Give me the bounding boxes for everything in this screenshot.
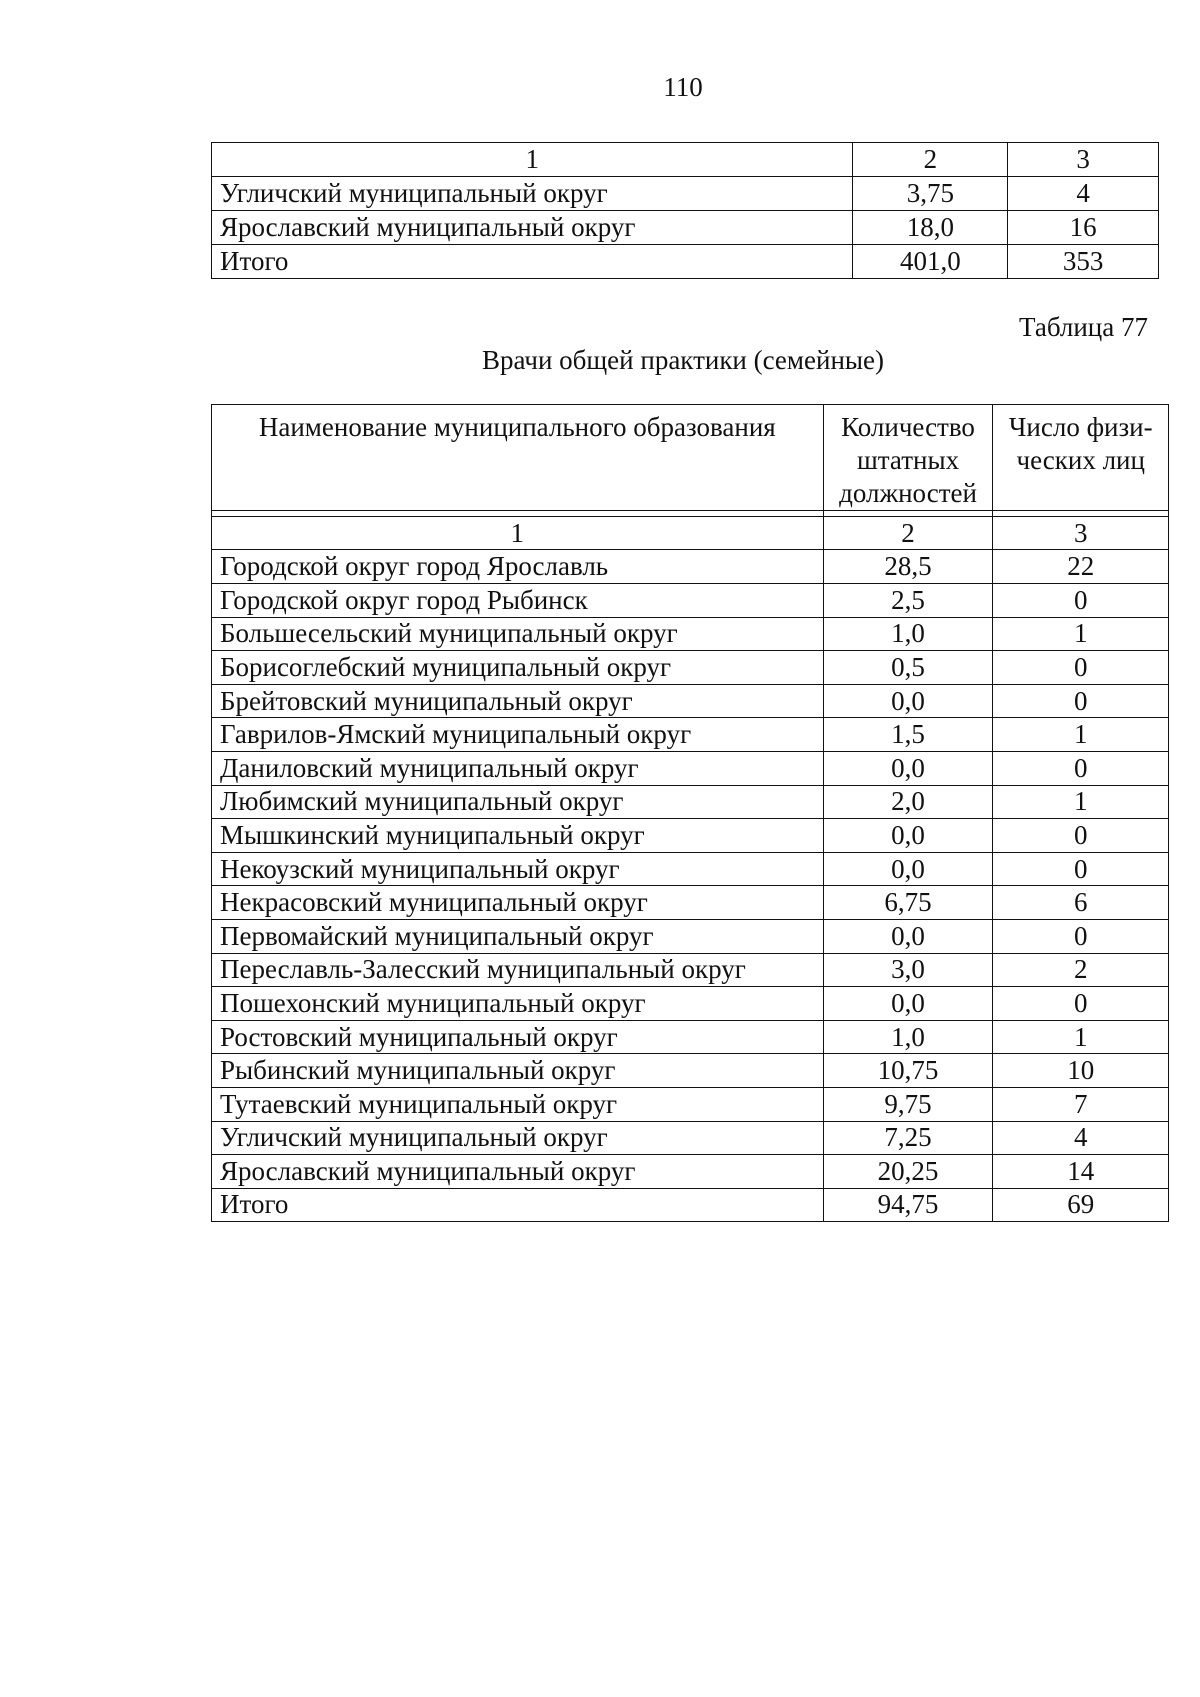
municipality-cell: Пошехонский муниципальный округ <box>212 987 824 1021</box>
column-header-municipality: Наименование муниципального образования <box>212 405 824 511</box>
table-row <box>212 245 1159 279</box>
table-title: Врачи общей практики (семейные) <box>481 345 885 375</box>
municipality-cell: Ростовский муниципальный округ <box>212 1020 824 1054</box>
table-row <box>212 211 1159 245</box>
table-row <box>212 177 1159 211</box>
table-header-row <box>212 405 1169 511</box>
table-row <box>212 1054 1169 1088</box>
municipality-cell: Рыбинский муниципальный округ <box>212 1054 824 1088</box>
staff-positions-cell: 1,5 <box>823 718 993 752</box>
individuals-cell: 0 <box>993 919 1169 953</box>
municipality-cell: Некрасовский муниципальный округ <box>212 886 824 920</box>
individuals-cell: 14 <box>993 1155 1169 1189</box>
municipality-cell: Городской округ город Ярославль <box>212 550 824 584</box>
municipality-cell: Гаврилов-Ямский муниципальный округ <box>212 718 824 752</box>
individuals-cell: 22 <box>993 550 1169 584</box>
table-row <box>212 785 1169 819</box>
staff-positions-cell: 0,0 <box>823 852 993 886</box>
column-number-cell: 3 <box>993 516 1169 550</box>
staff-positions-cell: 0,0 <box>823 684 993 718</box>
individuals-cell: 1 <box>993 785 1169 819</box>
staff-positions-cell: 3,75 <box>853 177 1008 211</box>
individuals-cell: 353 <box>1008 245 1159 279</box>
individuals-cell: 4 <box>1008 177 1159 211</box>
individuals-cell: 2 <box>993 953 1169 987</box>
municipality-cell: Ярославский муниципальный округ <box>212 1155 824 1189</box>
table-row <box>212 718 1169 752</box>
column-number-cell: 1 <box>212 516 824 550</box>
column-number-row <box>212 143 1159 177</box>
municipality-cell: Переславль-Залесский муниципальный округ <box>212 953 824 987</box>
table-row <box>212 617 1169 651</box>
table-row <box>212 953 1169 987</box>
individuals-cell: 10 <box>993 1054 1169 1088</box>
table-row <box>212 1155 1169 1189</box>
table-row <box>212 1020 1169 1054</box>
table-row <box>212 987 1169 1021</box>
municipality-cell: Итого <box>212 245 853 279</box>
table-row <box>212 684 1169 718</box>
municipality-cell: Даниловский муниципальный округ <box>212 751 824 785</box>
table-row <box>212 651 1169 685</box>
table-row <box>212 1087 1169 1121</box>
municipality-cell: Брейтовский муниципальный округ <box>212 684 824 718</box>
column-header-individuals: Число физи-ческих лиц <box>993 405 1169 511</box>
staff-positions-cell: 2,5 <box>823 584 993 618</box>
individuals-cell: 1 <box>993 617 1169 651</box>
table-row <box>212 819 1169 853</box>
staff-positions-cell: 1,0 <box>823 1020 993 1054</box>
individuals-cell: 4 <box>993 1121 1169 1155</box>
table-row <box>212 550 1169 584</box>
column-number-cell: 2 <box>853 143 1008 177</box>
staff-positions-cell: 0,0 <box>823 751 993 785</box>
table-row <box>212 751 1169 785</box>
table-row <box>212 584 1169 618</box>
table-row <box>212 1121 1169 1155</box>
staff-positions-cell: 6,75 <box>823 886 993 920</box>
staff-positions-cell: 18,0 <box>853 211 1008 245</box>
municipality-cell: Итого <box>212 1188 824 1222</box>
individuals-cell: 0 <box>993 651 1169 685</box>
staff-positions-cell: 3,0 <box>823 953 993 987</box>
individuals-cell: 6 <box>993 886 1169 920</box>
individuals-cell: 16 <box>1008 211 1159 245</box>
continued-table <box>211 142 1159 279</box>
staff-positions-cell: 28,5 <box>823 550 993 584</box>
municipality-cell: Тутаевский муниципальный округ <box>212 1087 824 1121</box>
municipality-cell: Мышкинский муниципальный округ <box>212 819 824 853</box>
column-header-staff-positions: Количество штатных должностей <box>823 405 993 511</box>
column-number-cell: 1 <box>212 143 853 177</box>
municipality-cell: Первомайский муниципальный округ <box>212 919 824 953</box>
staff-positions-cell: 0,5 <box>823 651 993 685</box>
staff-positions-cell: 0,0 <box>823 987 993 1021</box>
municipality-cell: Ярославский муниципальный округ <box>212 211 853 245</box>
table-row <box>212 886 1169 920</box>
table-row <box>212 919 1169 953</box>
municipality-cell: Городской округ город Рыбинск <box>212 584 824 618</box>
individuals-cell: 0 <box>993 584 1169 618</box>
individuals-cell: 0 <box>993 819 1169 853</box>
individuals-cell: 0 <box>993 852 1169 886</box>
municipality-cell: Угличский муниципальный округ <box>212 177 853 211</box>
staff-positions-cell: 0,0 <box>823 819 993 853</box>
individuals-cell: 7 <box>993 1087 1169 1121</box>
column-number-cell: 3 <box>1008 143 1159 177</box>
staff-positions-cell: 10,75 <box>823 1054 993 1088</box>
table-number: Таблица 77 <box>1019 312 1148 342</box>
staff-positions-cell: 20,25 <box>823 1155 993 1189</box>
staff-positions-cell: 0,0 <box>823 919 993 953</box>
municipality-cell: Некоузский муниципальный округ <box>212 852 824 886</box>
table-row <box>212 852 1169 886</box>
municipality-cell: Угличский муниципальный округ <box>212 1121 824 1155</box>
individuals-cell: 1 <box>993 718 1169 752</box>
municipality-cell: Большесельский муниципальный округ <box>212 617 824 651</box>
page-number: 110 <box>663 72 703 102</box>
column-number-row <box>212 516 1169 550</box>
general-practitioners-table <box>211 404 1169 1222</box>
staff-positions-cell: 2,0 <box>823 785 993 819</box>
staff-positions-cell: 94,75 <box>823 1188 993 1222</box>
municipality-cell: Любимский муниципальный округ <box>212 785 824 819</box>
staff-positions-cell: 1,0 <box>823 617 993 651</box>
individuals-cell: 0 <box>993 684 1169 718</box>
individuals-cell: 0 <box>993 751 1169 785</box>
individuals-cell: 69 <box>993 1188 1169 1222</box>
municipality-cell: Борисоглебский муниципальный округ <box>212 651 824 685</box>
staff-positions-cell: 9,75 <box>823 1087 993 1121</box>
individuals-cell: 1 <box>993 1020 1169 1054</box>
staff-positions-cell: 7,25 <box>823 1121 993 1155</box>
column-number-cell: 2 <box>823 516 993 550</box>
individuals-cell: 0 <box>993 987 1169 1021</box>
staff-positions-cell: 401,0 <box>853 245 1008 279</box>
table-row <box>212 1188 1169 1222</box>
